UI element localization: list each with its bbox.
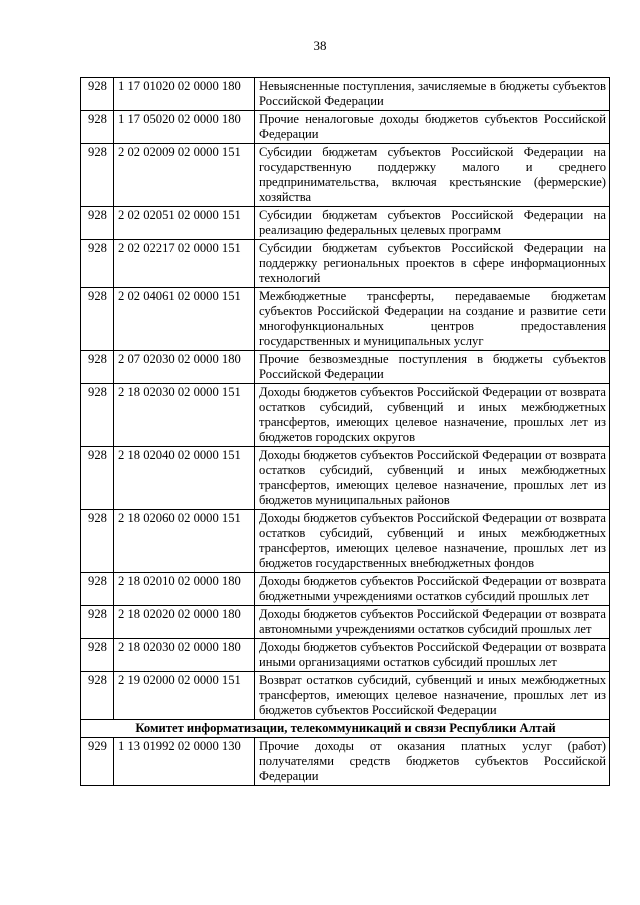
- admin-code-cell: 928: [81, 672, 114, 720]
- table-row: [81, 111, 610, 144]
- table-section: [81, 720, 610, 738]
- table-row: [81, 738, 610, 786]
- table-row: [81, 447, 610, 510]
- revenue-name-cell: Субсидии бюджетам субъектов Российской Федерации на поддержку региональных проектов в сфере информационных технологий: [255, 240, 610, 288]
- revenue-code-cell: 2 18 02030 02 0000 180: [114, 639, 255, 672]
- revenue-name-cell: Прочие безвозмездные поступления в бюджеты субъектов Российской Федерации: [255, 351, 610, 384]
- revenue-code-cell: 2 18 02060 02 0000 151: [114, 510, 255, 573]
- revenue-code-cell: 1 17 01020 02 0000 180: [114, 78, 255, 111]
- revenue-name-cell: Субсидии бюджетам субъектов Российской Федерации на государственную поддержку малого и среднего предпринимательства, включая крестьянские (фермерские) хозяйства: [255, 144, 610, 207]
- revenue-name-cell: Доходы бюджетов субъектов Российской Федерации от возврата остатков субсидий, субвенций и иных межбюджетных трансфертов, имеющих целевое назначение, прошлых лет из бюджетов муниципальных районов: [255, 447, 610, 510]
- revenue-code-cell: 2 07 02030 02 0000 180: [114, 351, 255, 384]
- revenue-name-cell: Возврат остатков субсидий, субвенций и иных межбюджетных трансфертов, имеющих целевое назначение, прошлых лет из бюджетов субъектов Российской Федерации: [255, 672, 610, 720]
- revenue-name-cell: Доходы бюджетов субъектов Российской Федерации от возврата автономными учреждениями остатков субсидий прошлых лет: [255, 606, 610, 639]
- table-row: [81, 240, 610, 288]
- table-row: [81, 510, 610, 573]
- admin-code-cell: 928: [81, 111, 114, 144]
- revenue-name-cell: Межбюджетные трансферты, передаваемые бюджетам субъектов Российской Федерации на создание и развитие сети многофункциональных центров предоставления государственных и муниципальных услуг: [255, 288, 610, 351]
- admin-code-cell: 928: [81, 606, 114, 639]
- revenue-code-cell: 2 02 02009 02 0000 151: [114, 144, 255, 207]
- admin-code-cell: 928: [81, 240, 114, 288]
- revenue-code-cell: 2 18 02020 02 0000 180: [114, 606, 255, 639]
- section-header-row: [81, 720, 610, 738]
- revenue-code-cell: 1 17 05020 02 0000 180: [114, 111, 255, 144]
- section-header: Комитет информатизации, телекоммуникаций и связи Республики Алтай: [81, 720, 610, 738]
- admin-code-cell: 928: [81, 510, 114, 573]
- table-row: [81, 144, 610, 207]
- admin-code-cell: 928: [81, 384, 114, 447]
- revenue-name-cell: Доходы бюджетов субъектов Российской Федерации от возврата бюджетными учреждениями остатков субсидий прошлых лет: [255, 573, 610, 606]
- revenue-code-cell: 2 19 02000 02 0000 151: [114, 672, 255, 720]
- revenue-code-cell: 2 02 04061 02 0000 151: [114, 288, 255, 351]
- admin-code-cell: 928: [81, 447, 114, 510]
- revenue-name-cell: Невыясненные поступления, зачисляемые в бюджеты субъектов Российской Федерации: [255, 78, 610, 111]
- page-number: 38: [313, 38, 327, 53]
- table-body-929: [81, 738, 610, 786]
- table-row: [81, 573, 610, 606]
- table-row: [81, 351, 610, 384]
- revenue-name-cell: Доходы бюджетов субъектов Российской Федерации от возврата остатков субсидий, субвенций и иных межбюджетных трансфертов, имеющих целевое назначение, прошлых лет из бюджетов государственных внебюджетных фондов: [255, 510, 610, 573]
- revenue-name-cell: Прочие доходы от оказания платных услуг (работ) получателями средств бюджетов субъектов Российской Федерации: [255, 738, 610, 786]
- admin-code-cell: 928: [81, 573, 114, 606]
- admin-code-cell: 928: [81, 144, 114, 207]
- revenue-codes-table: [80, 77, 610, 786]
- admin-code-cell: 928: [81, 78, 114, 111]
- table-row: [81, 78, 610, 111]
- table-body-928: [81, 78, 610, 720]
- table-row: [81, 288, 610, 351]
- admin-code-cell: 928: [81, 351, 114, 384]
- revenue-code-cell: 2 18 02040 02 0000 151: [114, 447, 255, 510]
- revenue-name-cell: Доходы бюджетов субъектов Российской Федерации от возврата остатков субсидий, субвенций и иных межбюджетных трансфертов, имеющих целевое назначение, прошлых лет из бюджетов городских округов: [255, 384, 610, 447]
- admin-code-cell: 928: [81, 288, 114, 351]
- revenue-name-cell: Доходы бюджетов субъектов Российской Федерации от возврата иными организациями остатков субсидий прошлых лет: [255, 639, 610, 672]
- revenue-code-cell: 2 18 02010 02 0000 180: [114, 573, 255, 606]
- revenue-name-cell: Субсидии бюджетам субъектов Российской Федерации на реализацию федеральных целевых программ: [255, 207, 610, 240]
- revenue-code-cell: 1 13 01992 02 0000 130: [114, 738, 255, 786]
- table-row: [81, 672, 610, 720]
- table-row: [81, 207, 610, 240]
- revenue-code-cell: 2 18 02030 02 0000 151: [114, 384, 255, 447]
- table-row: [81, 639, 610, 672]
- table-row: [81, 384, 610, 447]
- revenue-code-cell: 2 02 02217 02 0000 151: [114, 240, 255, 288]
- admin-code-cell: 929: [81, 738, 114, 786]
- revenue-name-cell: Прочие неналоговые доходы бюджетов субъектов Российской Федерации: [255, 111, 610, 144]
- admin-code-cell: 928: [81, 639, 114, 672]
- admin-code-cell: 928: [81, 207, 114, 240]
- table-row: [81, 606, 610, 639]
- revenue-code-cell: 2 02 02051 02 0000 151: [114, 207, 255, 240]
